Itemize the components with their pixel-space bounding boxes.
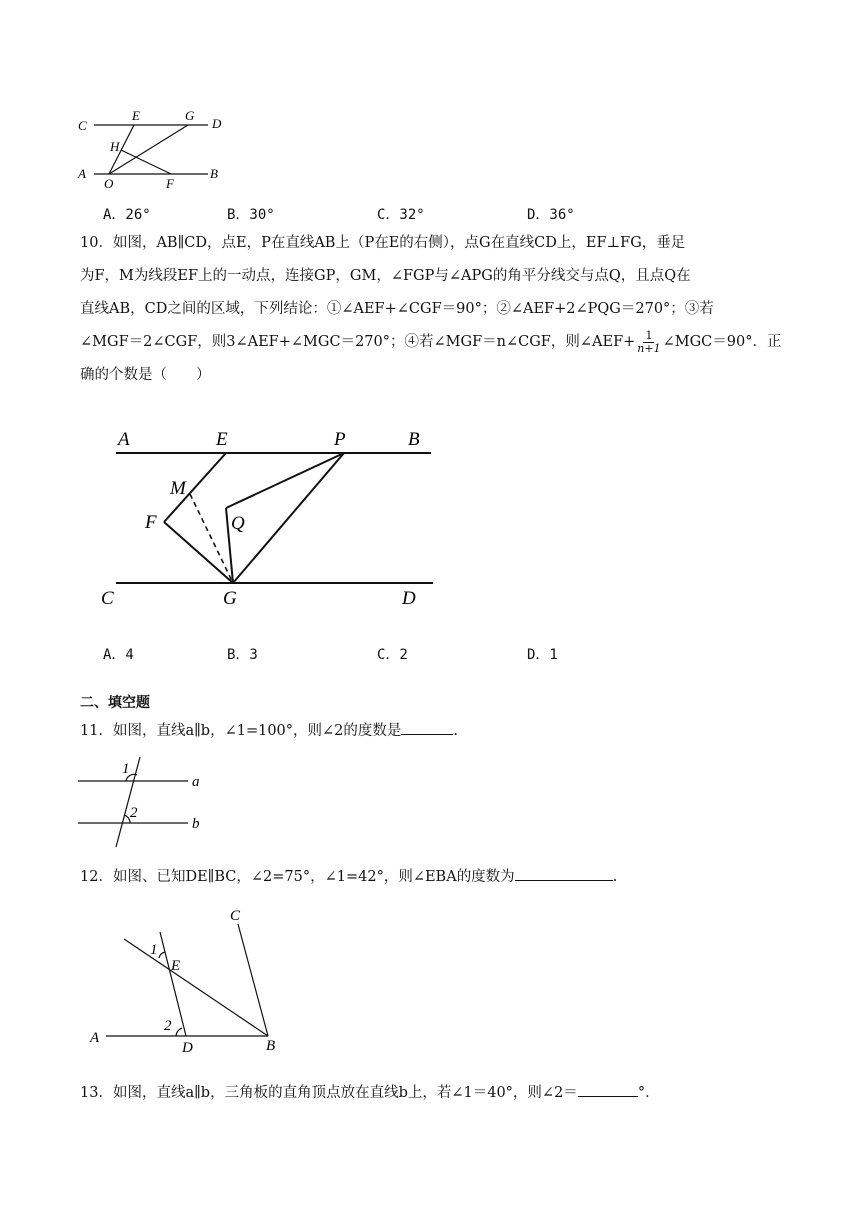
q10-choice-a[interactable]: A．4 [103,647,134,663]
q10-label-b: B [408,429,420,450]
q10-label-d: D [402,588,416,609]
q10-segment-pg [233,453,344,583]
q12-angle-1-arc [159,952,165,958]
q9-choice-a[interactable]: A．26° [103,207,151,223]
q11-label-a: a [192,774,200,790]
q10-segment-pq [226,453,344,508]
section-title-fill-in: 二、填空题 [80,695,150,711]
q12-label-1: 1 [150,942,158,958]
q10-figure [96,398,446,613]
q10-label-p: P [334,429,346,450]
q11-end: . [453,723,459,739]
q11-figure [76,755,216,850]
q9-label-b: B [210,166,218,181]
q12-question [80,861,785,894]
q9-label-e: E [132,108,140,123]
q13-end: °． [637,1085,660,1101]
q10-line-5: 确的个数是（ ） [80,367,211,383]
q10-label-g: G [223,588,237,609]
q10-fraction-numerator: 1 [645,328,653,342]
q12-end: . [612,869,618,885]
q9-label-d: D [212,116,222,131]
q10-label-m: M [170,478,186,499]
q11-label-1: 1 [122,761,130,777]
q10-label-q: Q [231,513,245,534]
q11-question [80,715,785,748]
q10-choice-b[interactable]: B．3 [227,647,258,663]
q10-choice-d[interactable]: D．1 [527,647,558,663]
q10-line-4 [80,326,785,359]
q13-question [80,1077,785,1110]
q9-label-g: G [185,108,195,123]
q13-answer-blank[interactable] [578,1082,638,1097]
q10-label-e: E [216,429,228,450]
q10-label-c: C [101,588,114,609]
q10-line-1: 10．如图，AB∥CD，点E，P在直线AB上（P在E的右侧），点G在直线CD上，EF⊥FG，垂足 [80,235,686,251]
q10-line-4b: ∠MGC＝90°．正 [662,334,782,350]
q10-line-4a: ∠MGF＝2∠CGF，则3∠AEF+∠MGC＝270°；④若∠MGF＝n∠CGF，则∠AEF+ [80,334,636,350]
q11-label-b: b [192,816,200,832]
q9-label-h: H [110,139,120,154]
q10-label-f: F [145,512,157,533]
q10-fraction [637,330,660,355]
q9-choice-b[interactable]: B．30° [227,207,275,223]
q10-choice-c[interactable]: C．2 [377,647,408,663]
q12-answer-blank[interactable] [515,866,613,881]
q9-label-a: A [78,166,86,181]
q9-label-o: O [104,176,114,191]
q9-choice-c[interactable]: C．32° [377,207,425,223]
q12-text: 12．如图、已知DE∥BC，∠2=75°，∠1=42°，则∠EBA的度数为 [80,869,515,885]
q12-label-d: D [182,1040,193,1054]
q13-text: 13．如图，直线a∥b，三角板的直角顶点放在直线b上，若∠1＝40°，则∠2＝ [80,1085,578,1101]
q9-choice-d[interactable]: D．36° [527,207,575,223]
q11-answer-blank[interactable] [401,720,453,735]
q9-label-c: C [78,118,87,133]
q10-segment-fg [164,522,233,583]
q12-figure [86,904,296,1054]
q12-label-a: A [90,1030,100,1046]
q12-label-e: E [171,958,181,974]
q10-question [80,227,785,392]
q12-label-c: C [230,908,241,924]
q12-label-b: B [266,1038,276,1054]
q10-label-a: A [118,429,130,450]
q11-label-2: 2 [130,805,138,821]
q11-text: 11．如图，直线a∥b，∠1=100°，则∠2的度数是 [80,723,402,739]
q12-label-2: 2 [164,1018,172,1034]
q9-label-f: F [166,176,174,191]
q10-line-2: 为F，M为线段EF上的一动点，连接GP，GM，∠FGP与∠APG的角平分线交与点Q，且点Q在 [80,268,691,284]
q12-angle-2-arc [176,1028,182,1036]
q10-fraction-denominator: n+1 [637,341,661,355]
q10-line-3: 直线AB，CD之间的区域，下列结论：①∠AEF+∠CGF＝90°；②∠AEF+2∠PQG＝270°；③若 [80,301,714,317]
q9-figure [76,104,236,194]
